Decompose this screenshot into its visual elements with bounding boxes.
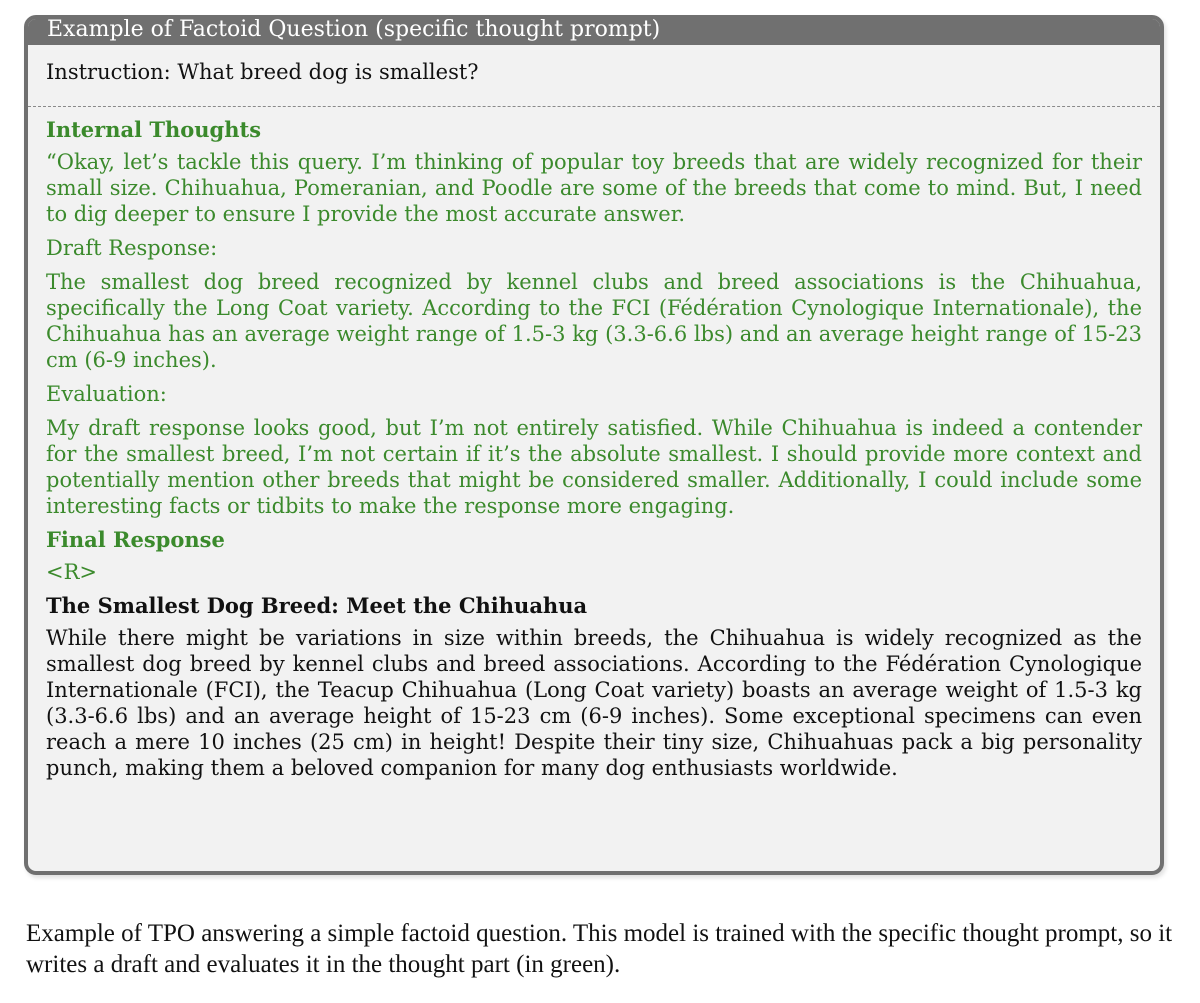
- answer-title: The Smallest Dog Breed: Meet the Chihuahua: [46, 593, 588, 618]
- thoughts-intro: “Okay, let’s tackle this query. I’m thinking of popular toy breeds that are widely recognized for their small size. Chihuahua, Pomeranian, and Poodle are some of the breeds that come to mind. But, I need to dig deeper to ensure I provide the most accurate answer.: [46, 150, 1142, 226]
- internal-thoughts-heading: Internal Thoughts: [46, 117, 262, 142]
- instruction-text: Instruction: What breed dog is smallest?: [46, 60, 479, 84]
- figure-caption: Example of TPO answering a simple factoid question. This model is trained with the specific thought prompt, so it writes a draft and evaluates it in the thought part (in green).: [26, 920, 1173, 978]
- evaluation-text: My draft response looks good, but I’m not entirely satisfied. While Chihuahua is indeed a contender for the smallest breed, I’m not certain if it’s the absolute smallest. I should provide more context and potentially mention other breeds that might be considered smaller. Additionally, I could include some interesting facts or tidbits to make the response more engaging.: [46, 416, 1142, 518]
- final-response-heading: Final Response: [46, 527, 225, 552]
- box-title: Example of Factoid Question (specific thought prompt): [28, 15, 1160, 45]
- draft-response-text: The smallest dog breed recognized by kennel clubs and breed associations is the Chihuahua, specifically the Long Coat variety. According to the FCI (Fédération Cynologique Internationale), the Chihuahua has an average weight range of 1.5-3 kg (3.3-6.6 lbs) and an average height range of 15-23 cm (6-9 inches).: [46, 270, 1142, 372]
- box-content: [28, 107, 1160, 781]
- answer-text: While there might be variations in size within breeds, the Chihuahua is widely recognized as the smallest dog breed by kennel clubs and breed associations. According to the Fédération Cynologique Internationale (FCI), the Teacup Chihuahua (Long Coat variety) boasts an average weight of 1.5-3 kg (3.3-6.6 lbs) and an average height of 15-23 cm (6-9 inches). Some exceptional specimens can even reach a mere 10 inches (25 cm) in height! Despite their tiny size, Chihuahuas pack a big personality punch, making them a beloved companion for many dog enthusiasts worldwide.: [46, 626, 1142, 780]
- example-box: [24, 15, 1164, 875]
- evaluation-label: Evaluation:: [46, 382, 167, 406]
- draft-response-label: Draft Response:: [46, 236, 218, 260]
- response-tag: <R>: [46, 560, 98, 584]
